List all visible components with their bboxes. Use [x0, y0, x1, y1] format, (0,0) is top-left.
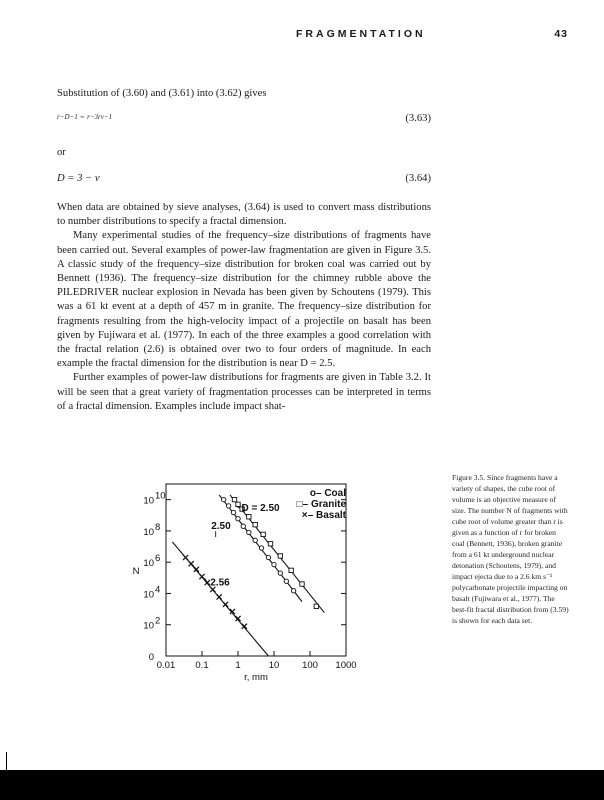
coal-point — [226, 504, 230, 508]
x-tick-label: 0.1 — [195, 660, 209, 671]
basalt-point — [223, 602, 228, 607]
x-tick-label: 10 — [268, 660, 280, 671]
y-tick-label: 10 — [143, 558, 154, 570]
coal-point — [266, 555, 270, 559]
figure-caption: Figure 3.5. Since fragments have a variety of shapes, the cube root of volume is an objective measure of size. The number N of fragments with cube root of volume greater than r is given as a function of r for broken coal (Bennett, 1936), broken granite from a 61 kt underground nuclear detonation (Schoutens, 1979), and impact ejecta due to a 2.6 km s⁻¹ polycarbonate projectile impacting on basalt (Fujiwara et al., 1977). The best-fit fractal distribution from (3.59) is shown for each data set. — [452, 473, 569, 625]
coal-point — [284, 579, 288, 583]
coal-point — [291, 589, 295, 593]
y-tick-label: 10 — [143, 495, 154, 507]
granite-point — [314, 604, 318, 608]
paragraph: Further examples of power-law distributions for fragments are given in Table 3.2. It will be seen that a great variety of fragmentation processes can be interpreted in terms of a fractal dimension. Examples include impact shat- — [57, 372, 431, 412]
basalt-point — [199, 574, 204, 579]
fractal-dimension-label: D = 2.50 — [241, 502, 280, 514]
coal-point — [247, 530, 251, 534]
granite-point — [278, 554, 282, 558]
crop-mark — [6, 752, 7, 770]
y-tick-exponent: 4 — [155, 584, 161, 596]
coal-point — [272, 562, 276, 566]
equation-3-64-body: D = 3 − ν — [57, 173, 100, 184]
legend-entry: ×– Basalt — [301, 510, 346, 521]
granite-point — [253, 522, 257, 526]
granite-point — [289, 568, 293, 572]
fractal-dimension-label: 2.50 — [211, 521, 231, 533]
coal-point — [241, 524, 245, 528]
or-word: or — [57, 147, 66, 158]
coal-point — [253, 538, 257, 542]
y-tick-label: 0 — [148, 652, 154, 663]
basalt-point — [183, 555, 188, 560]
page-number: 43 — [554, 28, 568, 40]
x-tick-label: 100 — [302, 660, 318, 671]
x-tick-label: 1000 — [335, 660, 357, 671]
x-tick-label: 1 — [235, 660, 241, 671]
paragraph: Many experimental studies of the frequency–size distributions of fragments have been carried out. Several examples of power-law fragmentation are given in Figure 3.5. A classic study of the frequency–size distribution for broken coal was carried out by Bennett (1936). The frequency–size distribution for the chimney rubble above the PILEDRIVER nuclear explosion in Nevada has been given by Schoutens (1979). This was a 61 kt event at a depth of 457 m in granite. The frequency–size distribution for fragments resulting from the high-velocity impact of a projectile on basalt has been given by Fujiwara et al. (1977). In each of the three examples a good correlation with the fractal relation (2.6) is obtained over two to four orders of magnitude. In each example the fractal dimension for the distribution is near D = 2.5. — [57, 230, 431, 370]
x-axis-label: r, mm — [244, 672, 268, 683]
y-axis-label: N — [132, 566, 140, 577]
body-text — [57, 201, 431, 414]
fragmentation-chart — [120, 476, 410, 686]
y-tick-label: 10 — [143, 526, 154, 538]
running-head: FRAGMENTATION — [296, 28, 426, 40]
y-tick-exponent: 2 — [155, 615, 161, 627]
legend-entry: o– Coal — [309, 488, 346, 499]
scan-edge-bar — [0, 770, 604, 800]
equation-3-63-body: r−D−1 ∼ r−3rν−1 — [57, 113, 113, 121]
intro-line: Substitution of (3.60) and (3.61) into (3.62) gives — [57, 88, 267, 99]
coal-point — [259, 546, 263, 550]
y-tick-exponent: 6 — [155, 553, 161, 565]
y-tick-label: 10 — [143, 589, 154, 601]
basalt-point — [189, 561, 194, 566]
coal-point — [221, 497, 225, 501]
coal-point — [231, 510, 235, 514]
granite-point — [261, 532, 265, 536]
granite-point — [247, 515, 251, 519]
fractal-dimension-label: 2.56 — [210, 577, 230, 589]
figure-3-5 — [120, 476, 410, 686]
coal-point — [236, 517, 240, 521]
granite-point — [232, 497, 236, 501]
equation-3-64-number: (3.64) — [405, 173, 431, 184]
legend-entry: □– Granite — [296, 499, 346, 510]
paragraph: When data are obtained by sieve analyses, (3.64) is used to convert mass distributions to number distributions to specify a fractal dimension. — [57, 202, 431, 228]
coal-point — [278, 571, 282, 575]
equation-3-63-number: (3.63) — [405, 113, 431, 124]
granite-point — [268, 542, 272, 546]
x-tick-label: 0.01 — [156, 660, 176, 671]
y-tick-exponent: 8 — [155, 521, 161, 533]
y-tick-label: 10 — [143, 620, 154, 632]
granite-point — [300, 582, 304, 586]
y-tick-exponent: 10 — [155, 490, 166, 502]
basalt-point — [217, 594, 222, 599]
